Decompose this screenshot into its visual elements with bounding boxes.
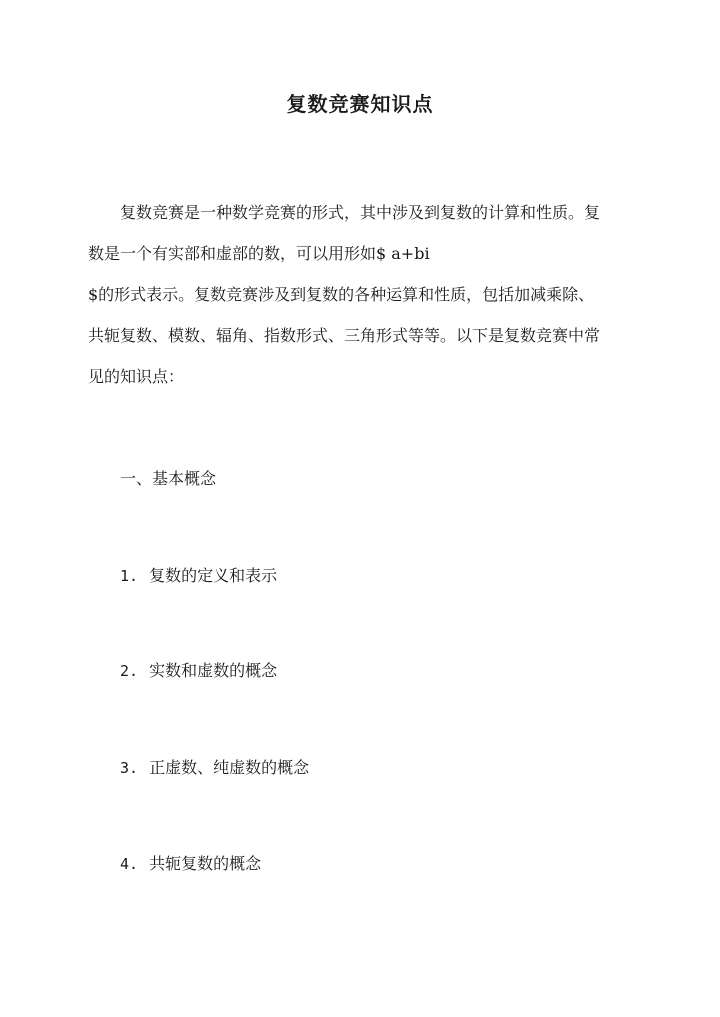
list-item-text: 正虚数、纯虚数的概念 (149, 758, 310, 777)
list-item (120, 755, 309, 778)
intro-line: 数是一个有实部和虚部的数，可以用形如$ a+bi (88, 244, 430, 263)
intro-line: $的形式表示。复数竞赛涉及到复数的各种运算和性质，包括加减乘除、 (88, 285, 595, 304)
list-item-number: 3. (120, 759, 139, 777)
list-item-text: 共轭复数的概念 (149, 854, 262, 873)
intro-line: 复数竞赛是一种数学竞赛的形式，其中涉及到复数的计算和性质。复 (120, 203, 601, 222)
intro-line: 共轭复数、模数、辐角、指数形式、三角形式等等。以下是复数竞赛中常 (88, 326, 601, 345)
section-heading: 一、基本概念 (120, 469, 217, 488)
list-item-text: 复数的定义和表示 (149, 566, 278, 585)
list-item-text: 实数和虚数的概念 (149, 661, 278, 680)
document-title: 复数竞赛知识点 (286, 92, 434, 116)
intro-paragraph (88, 192, 633, 397)
list-item-number: 1. (120, 567, 139, 585)
intro-line: 见的知识点： (88, 367, 185, 386)
list-item (120, 851, 261, 874)
list-item (120, 658, 277, 681)
list-item-number: 2. (120, 662, 139, 680)
list-item-number: 4. (120, 855, 139, 873)
list-item (120, 563, 277, 586)
